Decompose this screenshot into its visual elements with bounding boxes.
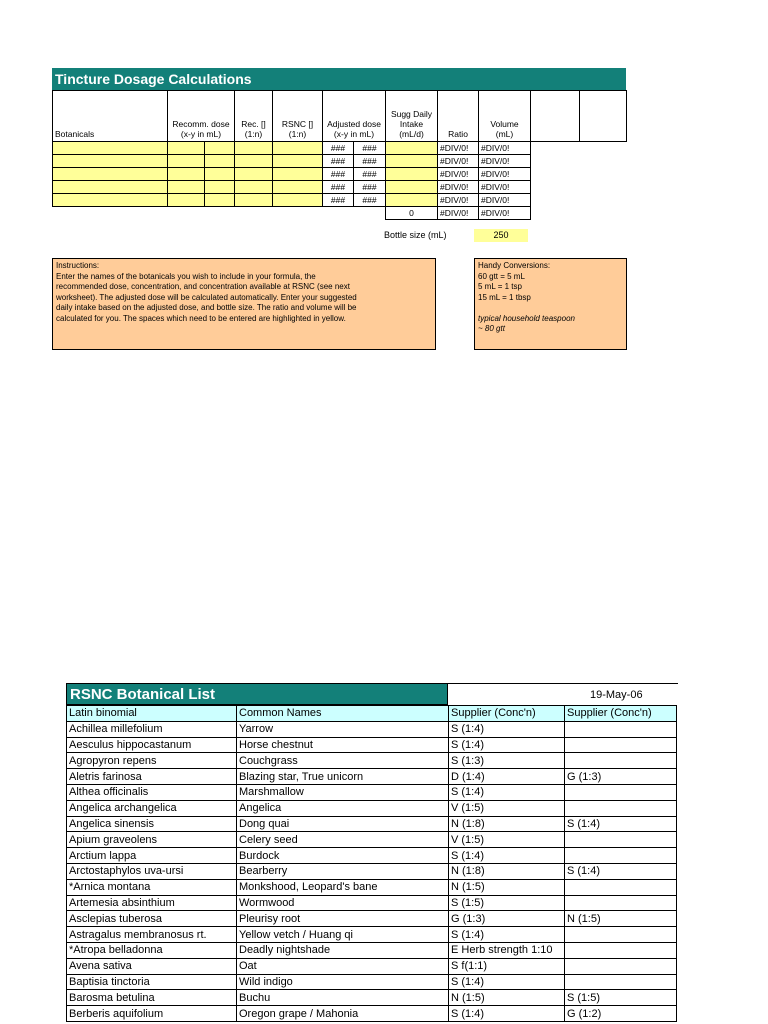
header-sugg-intake: Sugg Daily Intake (mL/d)	[386, 91, 438, 142]
header-ratio: Ratio	[438, 91, 479, 142]
volume-cell: #DIV/0!	[479, 194, 531, 207]
supplier-cell	[565, 832, 677, 848]
header-supplier-2: Supplier (Conc'n)	[565, 706, 677, 722]
supplier-cell: E Herb strength 1:10	[449, 942, 565, 958]
common-cell: Bearberry	[237, 863, 449, 879]
latin-cell: *Atropa belladonna	[67, 942, 237, 958]
conversions-heading: Handy Conversions:	[478, 261, 551, 270]
header-rsnc-conc: RSNC [] (1:n)	[273, 91, 323, 142]
calculator-title: Tincture Dosage Calculations	[52, 68, 626, 90]
table-row	[67, 958, 677, 974]
calc-row	[53, 181, 627, 194]
recomm-dose-min-input[interactable]	[168, 168, 205, 181]
supplier-cell: S (1:5)	[565, 990, 677, 1006]
recomm-dose-max-input[interactable]	[205, 194, 235, 207]
table-row	[67, 927, 677, 943]
ratio-cell: #DIV/0!	[438, 142, 479, 155]
latin-cell: Agropyron repens	[67, 753, 237, 769]
volume-cell: #DIV/0!	[479, 142, 531, 155]
conversion-line: 15 mL = 1 tbsp	[478, 292, 531, 302]
supplier-cell: S (1:4)	[449, 721, 565, 737]
common-cell: Buchu	[237, 990, 449, 1006]
common-cell: Dong quai	[237, 816, 449, 832]
latin-cell: Arctium lappa	[67, 848, 237, 864]
supplier-cell: S (1:3)	[449, 753, 565, 769]
adjusted-dose-max: ###	[354, 181, 386, 194]
total-volume: #DIV/0!	[479, 207, 531, 220]
adjusted-dose-max: ###	[354, 155, 386, 168]
common-cell: Horse chestnut	[237, 737, 449, 753]
recomm-dose-max-input[interactable]	[205, 181, 235, 194]
table-row	[67, 816, 677, 832]
common-cell: Burdock	[237, 848, 449, 864]
supplier-cell: D (1:4)	[449, 769, 565, 785]
supplier-cell: S (1:5)	[449, 895, 565, 911]
table-row	[67, 895, 677, 911]
rsnc-conc-input[interactable]	[273, 181, 323, 194]
rsnc-conc-input[interactable]	[273, 142, 323, 155]
common-cell: Celery seed	[237, 832, 449, 848]
header-supplier-1: Supplier (Conc'n)	[449, 706, 565, 722]
latin-cell: Berberis aquifolium	[67, 1006, 237, 1022]
supplier-cell: S (1:4)	[449, 927, 565, 943]
rsnc-conc-input[interactable]	[273, 155, 323, 168]
common-cell: Yarrow	[237, 721, 449, 737]
supplier-cell: S (1:4)	[449, 974, 565, 990]
supplier-cell: S (1:4)	[449, 1006, 565, 1022]
adjusted-dose-min: ###	[323, 142, 354, 155]
common-cell: Marshmallow	[237, 784, 449, 800]
common-cell: Yellow vetch / Huang qi	[237, 927, 449, 943]
calc-row	[53, 194, 627, 207]
volume-cell: #DIV/0!	[479, 168, 531, 181]
instructions-line: daily intake based on the adjusted dose, and bottle size. The ratio and volume will be	[56, 303, 357, 312]
bottle-size-label: Bottle size (mL)	[384, 230, 447, 240]
table-row	[67, 753, 677, 769]
latin-cell: Artemesia absinthium	[67, 895, 237, 911]
supplier-cell: S f(1:1)	[449, 958, 565, 974]
ratio-cell: #DIV/0!	[438, 181, 479, 194]
common-cell: Oregon grape / Mahonia	[237, 1006, 449, 1022]
handy-conversions-box	[474, 258, 627, 350]
ratio-cell: #DIV/0!	[438, 155, 479, 168]
latin-cell: Aletris farinosa	[67, 769, 237, 785]
supplier-cell: S (1:4)	[449, 848, 565, 864]
supplier-cell: S (1:4)	[565, 816, 677, 832]
supplier-cell: V (1:5)	[449, 800, 565, 816]
common-cell: Wild indigo	[237, 974, 449, 990]
header-recomm-dose: Recomm. dose (x-y in mL)	[168, 91, 235, 142]
header-blank-1	[531, 91, 580, 142]
table-row	[67, 848, 677, 864]
instructions-line: calculated for you. The spaces which need to be entered are highlighted in yellow.	[56, 313, 346, 323]
common-cell: Oat	[237, 958, 449, 974]
recomm-dose-max-input[interactable]	[205, 142, 235, 155]
botanical-input[interactable]	[53, 142, 168, 155]
table-row	[67, 879, 677, 895]
latin-cell: Arctostaphylos uva-ursi	[67, 863, 237, 879]
header-botanicals: Botanicals	[53, 91, 168, 142]
latin-cell: Avena sativa	[67, 958, 237, 974]
table-row	[67, 721, 677, 737]
adjusted-dose-max: ###	[354, 194, 386, 207]
instructions-line: Enter the names of the botanicals you wish to include in your formula, the	[56, 271, 316, 281]
supplier-cell	[565, 974, 677, 990]
latin-cell: Althea officinalis	[67, 784, 237, 800]
botanical-input[interactable]	[53, 168, 168, 181]
calc-row	[53, 142, 627, 155]
table-row	[67, 990, 677, 1006]
supplier-cell: S (1:4)	[449, 784, 565, 800]
total-sugg-intake: 0	[386, 207, 438, 220]
common-cell: Angelica	[237, 800, 449, 816]
supplier-cell: N (1:5)	[565, 911, 677, 927]
rec-conc-input[interactable]	[235, 168, 273, 181]
conversion-note: ~ 80 gtt	[478, 324, 505, 333]
calc-row	[53, 168, 627, 181]
instructions-heading: Instructions:	[56, 261, 100, 270]
supplier-cell: G (1:3)	[449, 911, 565, 927]
common-cell: Blazing star, True unicorn	[237, 769, 449, 785]
ratio-cell: #DIV/0!	[438, 168, 479, 181]
recomm-dose-max-input[interactable]	[205, 168, 235, 181]
recomm-dose-min-input[interactable]	[168, 142, 205, 155]
table-row	[67, 911, 677, 927]
table-row	[67, 832, 677, 848]
calculator-header-row	[53, 91, 627, 142]
latin-cell: Apium graveolens	[67, 832, 237, 848]
instructions-line: recommended dose, concentration, and concentration available at RSNC (see next	[56, 282, 350, 291]
supplier-cell: N (1:8)	[449, 863, 565, 879]
adjusted-dose-max: ###	[354, 142, 386, 155]
sugg-intake-input[interactable]	[386, 168, 438, 181]
conversion-line: 60 gtt = 5 mL	[478, 271, 525, 281]
supplier-cell: N (1:5)	[449, 990, 565, 1006]
conversion-note: typical household teaspoon	[478, 313, 575, 323]
header-common: Common Names	[237, 706, 449, 722]
rec-conc-input[interactable]	[235, 142, 273, 155]
supplier-cell: S (1:4)	[449, 737, 565, 753]
adjusted-dose-min: ###	[323, 168, 354, 181]
recomm-dose-min-input[interactable]	[168, 155, 205, 168]
recomm-dose-min-input[interactable]	[168, 181, 205, 194]
botanical-input[interactable]	[53, 155, 168, 168]
common-cell: Wormwood	[237, 895, 449, 911]
supplier-cell: G (1:2)	[565, 1006, 677, 1022]
latin-cell: Asclepias tuberosa	[67, 911, 237, 927]
ratio-cell: #DIV/0!	[438, 194, 479, 207]
supplier-cell	[565, 753, 677, 769]
recomm-dose-max-input[interactable]	[205, 155, 235, 168]
supplier-cell	[565, 721, 677, 737]
adjusted-dose-min: ###	[323, 181, 354, 194]
rsnc-conc-input[interactable]	[273, 194, 323, 207]
adjusted-dose-min: ###	[323, 194, 354, 207]
supplier-cell	[565, 958, 677, 974]
botanical-input[interactable]	[53, 181, 168, 194]
sugg-intake-input[interactable]	[386, 181, 438, 194]
supplier-cell	[565, 942, 677, 958]
supplier-cell	[565, 737, 677, 753]
table-row	[67, 784, 677, 800]
supplier-cell	[565, 784, 677, 800]
common-cell: Deadly nightshade	[237, 942, 449, 958]
supplier-cell: N (1:8)	[449, 816, 565, 832]
conversion-line: 5 mL = 1 tsp	[478, 282, 522, 291]
latin-cell: Barosma betulina	[67, 990, 237, 1006]
volume-cell: #DIV/0!	[479, 181, 531, 194]
latin-cell: Baptisia tinctoria	[67, 974, 237, 990]
table-row	[67, 942, 677, 958]
sugg-intake-input[interactable]	[386, 155, 438, 168]
list-date: 19-May-06	[590, 689, 643, 701]
botanical-list-title: RSNC Botanical List	[66, 683, 448, 705]
latin-cell: *Arnica montana	[67, 879, 237, 895]
table-row	[67, 800, 677, 816]
supplier-cell	[565, 927, 677, 943]
botanical-input[interactable]	[53, 194, 168, 207]
supplier-cell: V (1:5)	[449, 832, 565, 848]
supplier-cell: G (1:3)	[565, 769, 677, 785]
rec-conc-input[interactable]	[235, 181, 273, 194]
volume-cell: #DIV/0!	[479, 155, 531, 168]
latin-cell: Achillea millefolium	[67, 721, 237, 737]
supplier-cell	[565, 800, 677, 816]
sugg-intake-input[interactable]	[386, 142, 438, 155]
supplier-cell	[565, 895, 677, 911]
botanical-header-row	[67, 706, 677, 722]
latin-cell: Angelica archangelica	[67, 800, 237, 816]
table-row	[67, 1006, 677, 1022]
bottle-size-input[interactable]: 250	[474, 229, 528, 242]
rec-conc-input[interactable]	[235, 155, 273, 168]
instructions-line: worksheet). The adjusted dose will be calculated automatically. Enter your suggested	[56, 292, 357, 302]
supplier-cell	[565, 879, 677, 895]
adjusted-dose-min: ###	[323, 155, 354, 168]
supplier-cell	[565, 848, 677, 864]
calc-row	[53, 155, 627, 168]
table-row	[67, 974, 677, 990]
calc-total-row	[53, 207, 627, 220]
latin-cell: Angelica sinensis	[67, 816, 237, 832]
table-row	[67, 769, 677, 785]
header-rec-conc: Rec. [] (1:n)	[235, 91, 273, 142]
botanical-table	[66, 705, 677, 1022]
recomm-dose-min-input[interactable]	[168, 194, 205, 207]
supplier-cell: S (1:4)	[565, 863, 677, 879]
sugg-intake-input[interactable]	[386, 194, 438, 207]
rsnc-conc-input[interactable]	[273, 168, 323, 181]
date-box	[448, 683, 678, 705]
latin-cell: Aesculus hippocastanum	[67, 737, 237, 753]
common-cell: Monkshood, Leopard's bane	[237, 879, 449, 895]
latin-cell: Astragalus membranosus rt.	[67, 927, 237, 943]
rec-conc-input[interactable]	[235, 194, 273, 207]
table-row	[67, 737, 677, 753]
header-adjusted-dose: Adjusted dose (x-y in mL)	[323, 91, 386, 142]
header-blank-2	[580, 91, 627, 142]
calculator-table	[52, 90, 627, 220]
instructions-box	[52, 258, 436, 350]
total-ratio: #DIV/0!	[438, 207, 479, 220]
header-latin: Latin binomial	[67, 706, 237, 722]
common-cell: Pleurisy root	[237, 911, 449, 927]
supplier-cell: N (1:5)	[449, 879, 565, 895]
header-volume: Volume (mL)	[479, 91, 531, 142]
common-cell: Couchgrass	[237, 753, 449, 769]
adjusted-dose-max: ###	[354, 168, 386, 181]
table-row	[67, 863, 677, 879]
